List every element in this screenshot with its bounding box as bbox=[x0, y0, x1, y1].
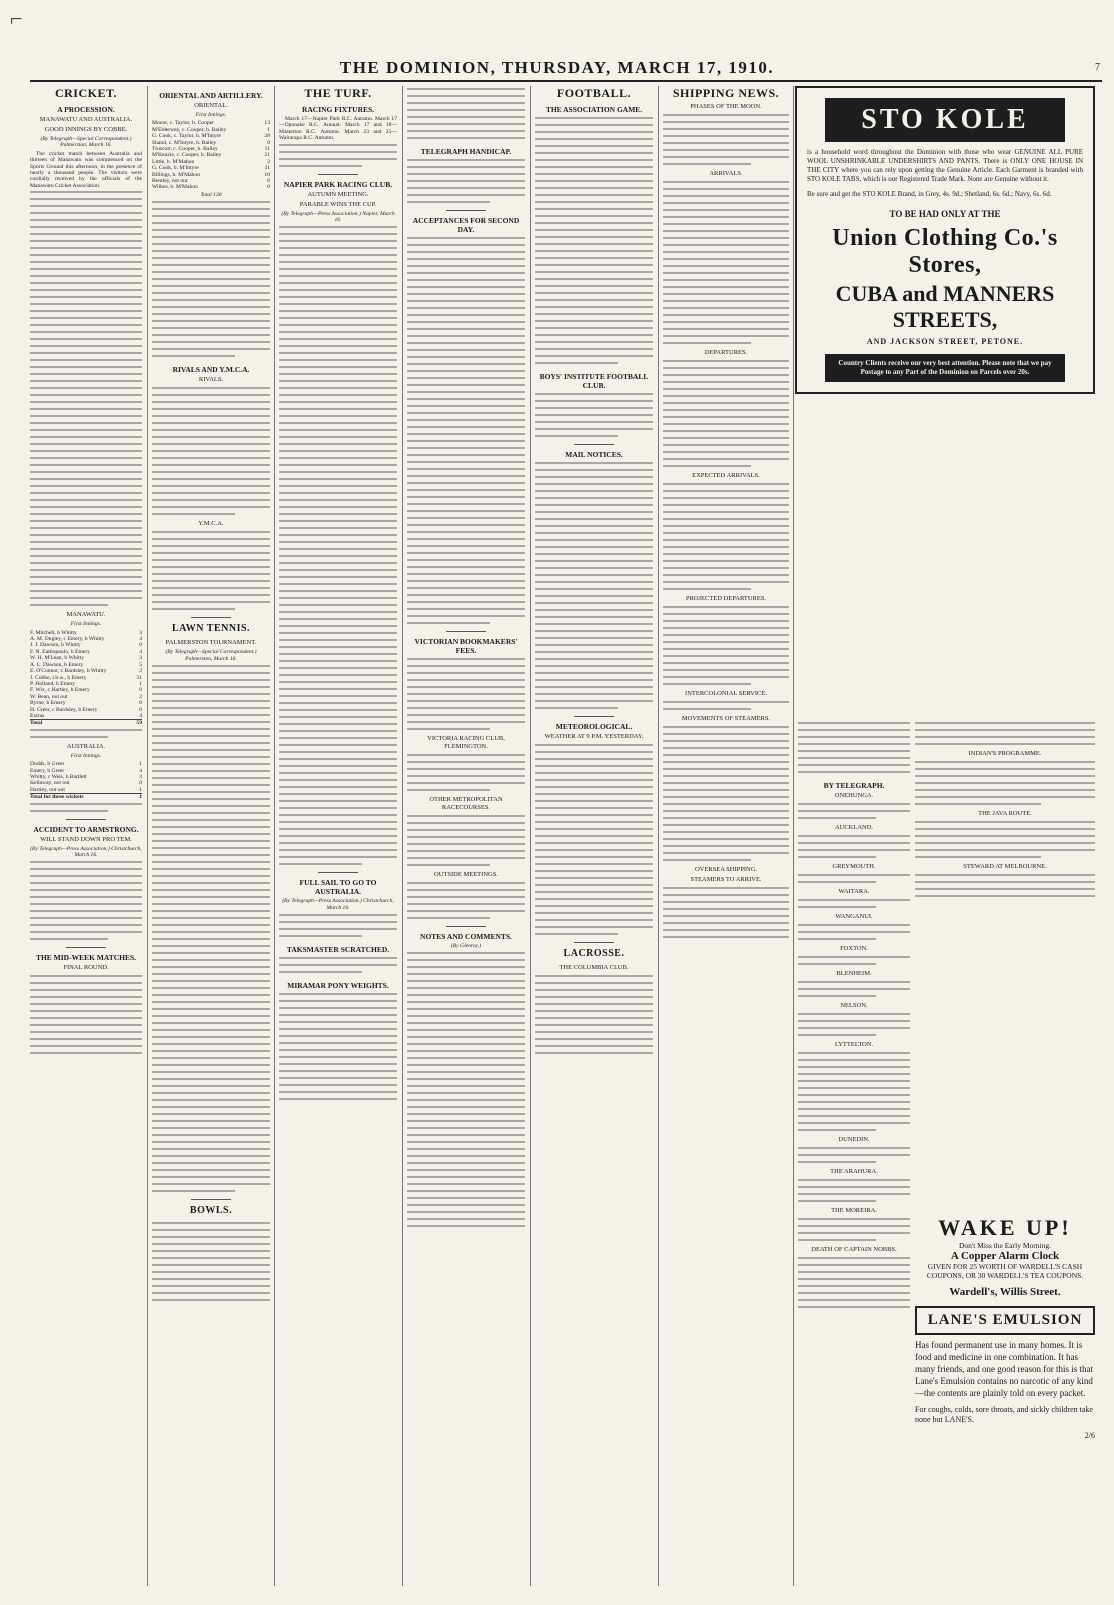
headline-victorian-bookmakers: VICTORIAN BOOKMAKERS' FEES. bbox=[414, 637, 518, 655]
batsman-name: Moore, c. Taylor, b. Cooper bbox=[152, 120, 215, 127]
batsman-runs: 0 bbox=[139, 706, 142, 713]
headline-taskmaster: TAKSMASTER SCRATCHED. bbox=[286, 945, 390, 955]
headline-accident: ACCIDENT TO ARMSTRONG. bbox=[33, 824, 139, 834]
score-row bbox=[30, 787, 142, 794]
headline-midweek: THE MID-WEEK MATCHES. bbox=[35, 953, 137, 963]
ad-wake-up bbox=[915, 1215, 1095, 1441]
batsman-runs: 4 bbox=[139, 648, 142, 655]
sto-kole-body: is a household word throughout the Dominion with those who wear GENUINE ALL PURE WOOL UNSHRINKABLE UNDERSHIRTS AND PANTS. There is ONLY ONE HOUSE IN THE CITY where you can rely upon getting the Genuine Article. Each Garment is branded with STO KOLE TABS, which is our Registered Trade Mark. None are Genuine without it. bbox=[807, 148, 1083, 183]
batsman-runs: 1 bbox=[139, 761, 142, 768]
scores-manawatu-table bbox=[30, 630, 142, 727]
subhead-wanganui: WANGANUI. bbox=[835, 913, 873, 920]
batsman-name: G. Cook, c. Taylor, b. M'Intyre bbox=[152, 133, 221, 140]
scores-australia-title: AUSTRALIA. bbox=[66, 742, 106, 750]
page-corner-mark: ⌐ bbox=[10, 6, 23, 31]
subhead-ymca: Y.M.C.A. bbox=[198, 520, 224, 528]
subhead-weather: WEATHER AT 9 P.M. YESTERDAY. bbox=[544, 733, 644, 740]
scores-manawatu-title: MANAWATU. bbox=[66, 611, 106, 619]
column-handicaps bbox=[407, 86, 525, 1586]
union-clothing-address: AND JACKSON STREET, PETONE. bbox=[866, 337, 1024, 346]
batsman-runs: 5 bbox=[139, 661, 142, 668]
batsman-name: F. Wix, c Hartley, b Emery bbox=[30, 687, 90, 694]
subhead-midweek: FINAL ROUND. bbox=[63, 964, 109, 972]
subhead-waitara: WAITARA. bbox=[838, 888, 870, 895]
subhead-moon-phases: PHASES OF THE MOON. bbox=[690, 103, 762, 110]
batsman-name: J. Cobbe, l.b.w., b Emery bbox=[30, 674, 87, 681]
column-telegraph-right bbox=[915, 720, 1095, 910]
subhead-flemington: VICTORIA RACING CLUB, FLEMINGTON. bbox=[427, 735, 505, 750]
wake-up-tagline: Don't Miss the Early Morning. bbox=[959, 1241, 1051, 1250]
batsman-name: Billings, b. M'Mahon bbox=[152, 171, 200, 178]
section-turf: THE TURF. bbox=[304, 86, 372, 100]
subhead-arrivals: ARRIVALS. bbox=[709, 170, 743, 177]
batsman-name: J. J. Dawson, b Whitty bbox=[30, 642, 81, 649]
subhead-dunedin: DUNEDIN. bbox=[838, 1136, 870, 1143]
union-clothing-notice: Country Clients receive our very best attention. Please note that we pay Postage to any Part of the Dominion on Parcels over 20s. bbox=[825, 354, 1065, 382]
batsman-name: A. L. Dawson, b Emery bbox=[30, 661, 84, 668]
batsman-runs: 0 bbox=[139, 642, 142, 649]
headline-full-sail: FULL SAIL TO GO TO AUSTRALIA. bbox=[299, 878, 377, 897]
headline-association-game: THE ASSOCIATION GAME. bbox=[545, 105, 643, 114]
dateline-napier: (By Telegraph—Press Association.) Napier, March 16. bbox=[281, 210, 395, 224]
lanes-emulsion-cough: For coughs, colds, sore throats, and sickly children take none but LANE'S. bbox=[915, 1405, 1093, 1424]
section-lawn-tennis: LAWN TENNIS. bbox=[171, 623, 251, 635]
column-football bbox=[535, 86, 653, 1586]
dateline-cricket: (By Telegraph—Special Correspondent.) Palmerston, March 16. bbox=[40, 136, 132, 149]
batsman-name: Dodds, b Greer bbox=[30, 761, 65, 768]
subhead-blenheim: BLENHEIM. bbox=[836, 970, 872, 977]
subhead-metro-racecourses: OTHER METROPOLITAN RACECOURSES. bbox=[429, 796, 503, 811]
subhead-java-route: THE JAVA ROUTE. bbox=[978, 810, 1032, 817]
batsman-runs: 0 bbox=[267, 139, 270, 146]
dateline-tennis: (By Telegraph—Special Correspondent.) Palmerston, March 16. bbox=[165, 649, 257, 662]
scores-manawatu-sub: First Innings. bbox=[70, 621, 102, 628]
headline-acceptances: ACCEPTANCES FOR SECOND DAY. bbox=[412, 216, 520, 234]
subhead-outside-meetings: OUTSIDE MEETINGS. bbox=[434, 871, 498, 878]
batsman-runs: 13 bbox=[264, 120, 270, 127]
batsman-name: Emery, b Greer bbox=[30, 767, 65, 774]
subhead-steamers-arrive: STEAMERS TO ARRIVE. bbox=[690, 876, 762, 883]
lanes-emulsion-title: LANE'S EMULSION bbox=[915, 1306, 1095, 1335]
column-telegraph bbox=[798, 720, 910, 1580]
headline-notes-comments: NOTES AND COMMENTS. bbox=[420, 932, 512, 941]
scores-australia-table bbox=[30, 761, 142, 800]
batsman-name: M'Elderwey, c. Cooper, b. Bailey bbox=[152, 126, 227, 133]
batsman-name: Little, b. M'Mahon bbox=[152, 158, 195, 165]
column-shipping bbox=[663, 86, 789, 1586]
subhead-oriental: ORIENTAL. bbox=[194, 102, 228, 109]
page-number: 7 bbox=[1095, 62, 1100, 73]
union-clothing-streets: CUBA and MANNERS STREETS, bbox=[835, 281, 1055, 332]
sto-kole-prices: Be sure and get the STO KOLE Brand, in Grey, 4s. 9d.; Shetland, 6s. 6d.; Navy, 6s. 6d. bbox=[807, 190, 1052, 198]
subhead-foxton: FOXTON. bbox=[840, 945, 868, 952]
subhead-movements: MOVEMENTS OF STEAMERS. bbox=[681, 715, 771, 722]
section-shipping: SHIPPING NEWS. bbox=[672, 86, 780, 100]
score-row bbox=[152, 184, 270, 190]
batsman-runs: 1 bbox=[267, 126, 270, 133]
batsman-runs: 3 bbox=[139, 629, 142, 636]
batsman-name: F. N. Eathopoulo, b Emery bbox=[30, 648, 90, 655]
sto-kole-had-only: TO BE HAD ONLY AT THE bbox=[889, 209, 1001, 219]
batsman-runs: 0 bbox=[267, 184, 270, 191]
cricket-lead: The cricket match between Australia and thirteen of Manawatu was commenced on the Sports Ground this afternoon, in the presence of nearly a thousand people. The visitors were cordially received by the officials of the Manawatu Cricket Association. bbox=[30, 150, 142, 189]
oriental-first: First Innings. bbox=[195, 112, 227, 118]
batsman-runs: 0 bbox=[139, 780, 142, 787]
batsman-name: Kellaway, not out bbox=[30, 780, 70, 787]
subhead-projected-departures: PROJECTED DEPARTURES. bbox=[685, 595, 767, 602]
section-football: FOOTBALL. bbox=[556, 86, 632, 100]
headline-meteorological: METEOROLOGICAL. bbox=[555, 722, 633, 731]
alarm-clock-offer: GIVEN FOR 25 WORTH OF WARDELL'S CASH COUPONS, OR 30 WARDELL'S TEA COUPONS. bbox=[926, 1262, 1084, 1280]
section-lacrosse: LACROSSE. bbox=[563, 948, 625, 959]
subhead-onehunga: ONEHUNGA. bbox=[834, 792, 874, 799]
masthead-rule bbox=[30, 80, 1102, 82]
subhead-death-nobbs: DEATH OF CAPTAIN NOBBS. bbox=[811, 1246, 897, 1253]
headline-miramar: MIRAMAR PONY WEIGHTS. bbox=[287, 981, 389, 991]
headline-mail-notices: MAIL NOTICES. bbox=[565, 450, 623, 459]
subhead-parable-cup: PARABLE WINS THE CUP. bbox=[299, 200, 377, 208]
headline-napier-park: NAPIER PARK RACING CLUB. bbox=[283, 179, 393, 189]
column-cricket bbox=[30, 86, 142, 1586]
batsman-name: Byrne, b Emery bbox=[30, 700, 66, 707]
dateline-accident: (By Telegraph—Press Association.) Christchurch, March 16. bbox=[30, 845, 142, 858]
batsman-runs: 1 bbox=[139, 786, 142, 793]
batsman-name: Bentley, not out bbox=[152, 178, 188, 185]
wake-up-title: WAKE UP! bbox=[938, 1215, 1072, 1240]
batsman-runs: 11 bbox=[264, 165, 270, 172]
batsman-runs: 4 bbox=[139, 636, 142, 643]
subhead-nelson: NELSON. bbox=[840, 1002, 868, 1009]
lanes-emulsion-body: Has found permanent use in many homes. It is food and medicine in one combination. It has many friends, and one good reason for this is that Lane's Emulsion contains no narcotic of any kind—the contents are plainly told on every packet. bbox=[915, 1340, 1093, 1398]
batsman-name: W. H. M'Lean, b Whitty bbox=[30, 655, 84, 662]
subhead-palmerston-tournament: PALMERSTON TOURNAMENT. bbox=[165, 639, 257, 647]
batsman-name: P. Holland, b Emery bbox=[30, 680, 76, 687]
batsman-runs: 21 bbox=[264, 152, 270, 159]
subhead-lyttelton: LYTTELTON. bbox=[834, 1041, 874, 1048]
scores-oriental-table bbox=[152, 120, 270, 190]
batsman-runs: 11 bbox=[264, 146, 270, 153]
batsman-runs: 3 bbox=[139, 655, 142, 662]
headline-by-telegraph: BY TELEGRAPH. bbox=[823, 781, 885, 790]
batsman-runs: 31 bbox=[136, 674, 142, 681]
column-turf bbox=[279, 86, 397, 1586]
batsman-name: H. Greer, c Bardsley, b Emery bbox=[30, 706, 98, 713]
batsman-runs: 4 bbox=[139, 767, 142, 774]
batsman-name: Truscott, c. Cooper, b. Bailey bbox=[152, 146, 218, 153]
dateline-christchurch: (By Telegraph—Press Association.) Christchurch, March 16. bbox=[282, 898, 394, 911]
subhead-autumn-meeting: AUTUMN MEETING. bbox=[307, 190, 369, 198]
subhead-arahura: THE ARAHURA. bbox=[830, 1168, 878, 1175]
batsman-runs: 10 bbox=[264, 171, 270, 178]
subhead-manawatu-australia: MANAWATU AND AUSTRALIA. bbox=[39, 116, 133, 123]
column-oriental bbox=[152, 86, 270, 1586]
headline-telegraph-handicap: TELEGRAPH HANDICAP. bbox=[420, 147, 512, 156]
subhead-steward-melbourne: STEWARD AT MELBOURNE. bbox=[963, 863, 1047, 870]
headline-racing-fixtures: RACING FIXTURES. bbox=[301, 105, 375, 114]
subhead-departures: DEPARTURES. bbox=[704, 349, 748, 356]
subhead-indian-programme: INDIAN'S PROGRAMME. bbox=[968, 750, 1042, 757]
headline-procession: A PROCESSION. bbox=[57, 105, 115, 114]
batsman-name: E. O'Connor, c Bardsley, b Whitty bbox=[30, 668, 107, 675]
subhead-greymouth: GREYMOUTH. bbox=[832, 863, 876, 870]
subhead-cobbe: GOOD INNINGS BY COBBE. bbox=[44, 126, 128, 133]
batsman-runs: 1 bbox=[139, 680, 142, 687]
batsman-name: Shand, c. M'Intyre, b. Bailey bbox=[152, 139, 217, 146]
subhead-moreira: THE MOREIRA. bbox=[831, 1207, 877, 1214]
masthead-title: THE DOMINION, THURSDAY, MARCH 17, 1910. bbox=[339, 58, 775, 77]
section-cricket: CRICKET. bbox=[54, 86, 118, 100]
score-summary-row: Total for three wickets 1 bbox=[30, 794, 142, 801]
batsman-name: F. Mitchell, b Whitty bbox=[30, 629, 77, 636]
headline-oriental: ORIENTAL AND ARTILLERY. bbox=[159, 91, 263, 100]
headline-boys-institute: BOYS' INSTITUTE FOOTBALL CLUB. bbox=[539, 372, 649, 390]
subhead-rivals: RIVALS. bbox=[198, 376, 224, 384]
batsman-runs: 3 bbox=[139, 773, 142, 780]
batsman-name: G. Cook, b. M'Intyre bbox=[152, 165, 199, 172]
wardells-vendor: Wardell's, Willis Street. bbox=[949, 1286, 1061, 1298]
headline-rivals: RIVALS AND Y.M.C.A. bbox=[172, 365, 250, 375]
subhead-intercolonial: INTERCOLONIAL SERVICE. bbox=[685, 690, 767, 697]
subhead-auckland: AUCKLAND. bbox=[834, 824, 874, 831]
batsman-name: Whitty, c Wels, b Bartlett bbox=[30, 773, 87, 780]
batsman-name: Hartley, not out bbox=[30, 786, 65, 793]
sto-kole-title: STO KOLE bbox=[825, 98, 1065, 142]
score-summary-row: Total 59 bbox=[30, 720, 142, 727]
subhead-expected-arrivals: EXPECTED ARRIVALS. bbox=[692, 472, 760, 479]
score-summary-row: Extras 4 bbox=[30, 712, 142, 719]
alarm-clock-headline: A Copper Alarm Clock bbox=[950, 1250, 1060, 1262]
oriental-total: Total 130 bbox=[200, 191, 222, 198]
lanes-emulsion-price: 2/6 bbox=[1084, 1431, 1095, 1440]
ad-sto-kole bbox=[795, 86, 1095, 394]
batsman-runs: 0 bbox=[139, 687, 142, 694]
subhead-oversea-shipping: OVERSEA SHIPPING. bbox=[694, 866, 758, 873]
subhead-columbia: THE COLUMBIA CLUB. bbox=[559, 964, 629, 971]
union-clothing-name: Union Clothing Co.'s Stores, bbox=[832, 225, 1058, 278]
batsman-name: M'Kenzie, c. Cooper, b. Bailey bbox=[152, 152, 222, 159]
batsman-runs: 2 bbox=[139, 668, 142, 675]
batsman-runs: 2 bbox=[267, 158, 270, 165]
batsman-runs: 2 bbox=[139, 693, 142, 700]
batsman-name: A. M. Ongley, c Emery, b Whitty bbox=[30, 636, 105, 643]
batsman-runs: 6 bbox=[267, 178, 270, 185]
section-bowls: BOWLS. bbox=[189, 1205, 233, 1217]
batsman-name: Wilkes, b. M'Mahon bbox=[152, 184, 198, 191]
notes-byline: (By Glenroy.) bbox=[450, 943, 482, 949]
batsman-name: W. Bean, not out bbox=[30, 693, 68, 700]
subhead-accident: WILL STAND DOWN PRO TEM. bbox=[40, 835, 132, 843]
racing-fixtures-list: March 17—Napier Park R.C. Autumn. March 17—Opunake R.C. Annual. March 17 and 18—Masterton R.C. Autumn. March 23 and 25—Wairarapa R.C. Autumn. bbox=[279, 116, 397, 142]
batsman-runs: 28 bbox=[264, 133, 270, 140]
scores-australia-sub: First Innings. bbox=[70, 752, 102, 759]
batsman-runs: 0 bbox=[139, 700, 142, 707]
